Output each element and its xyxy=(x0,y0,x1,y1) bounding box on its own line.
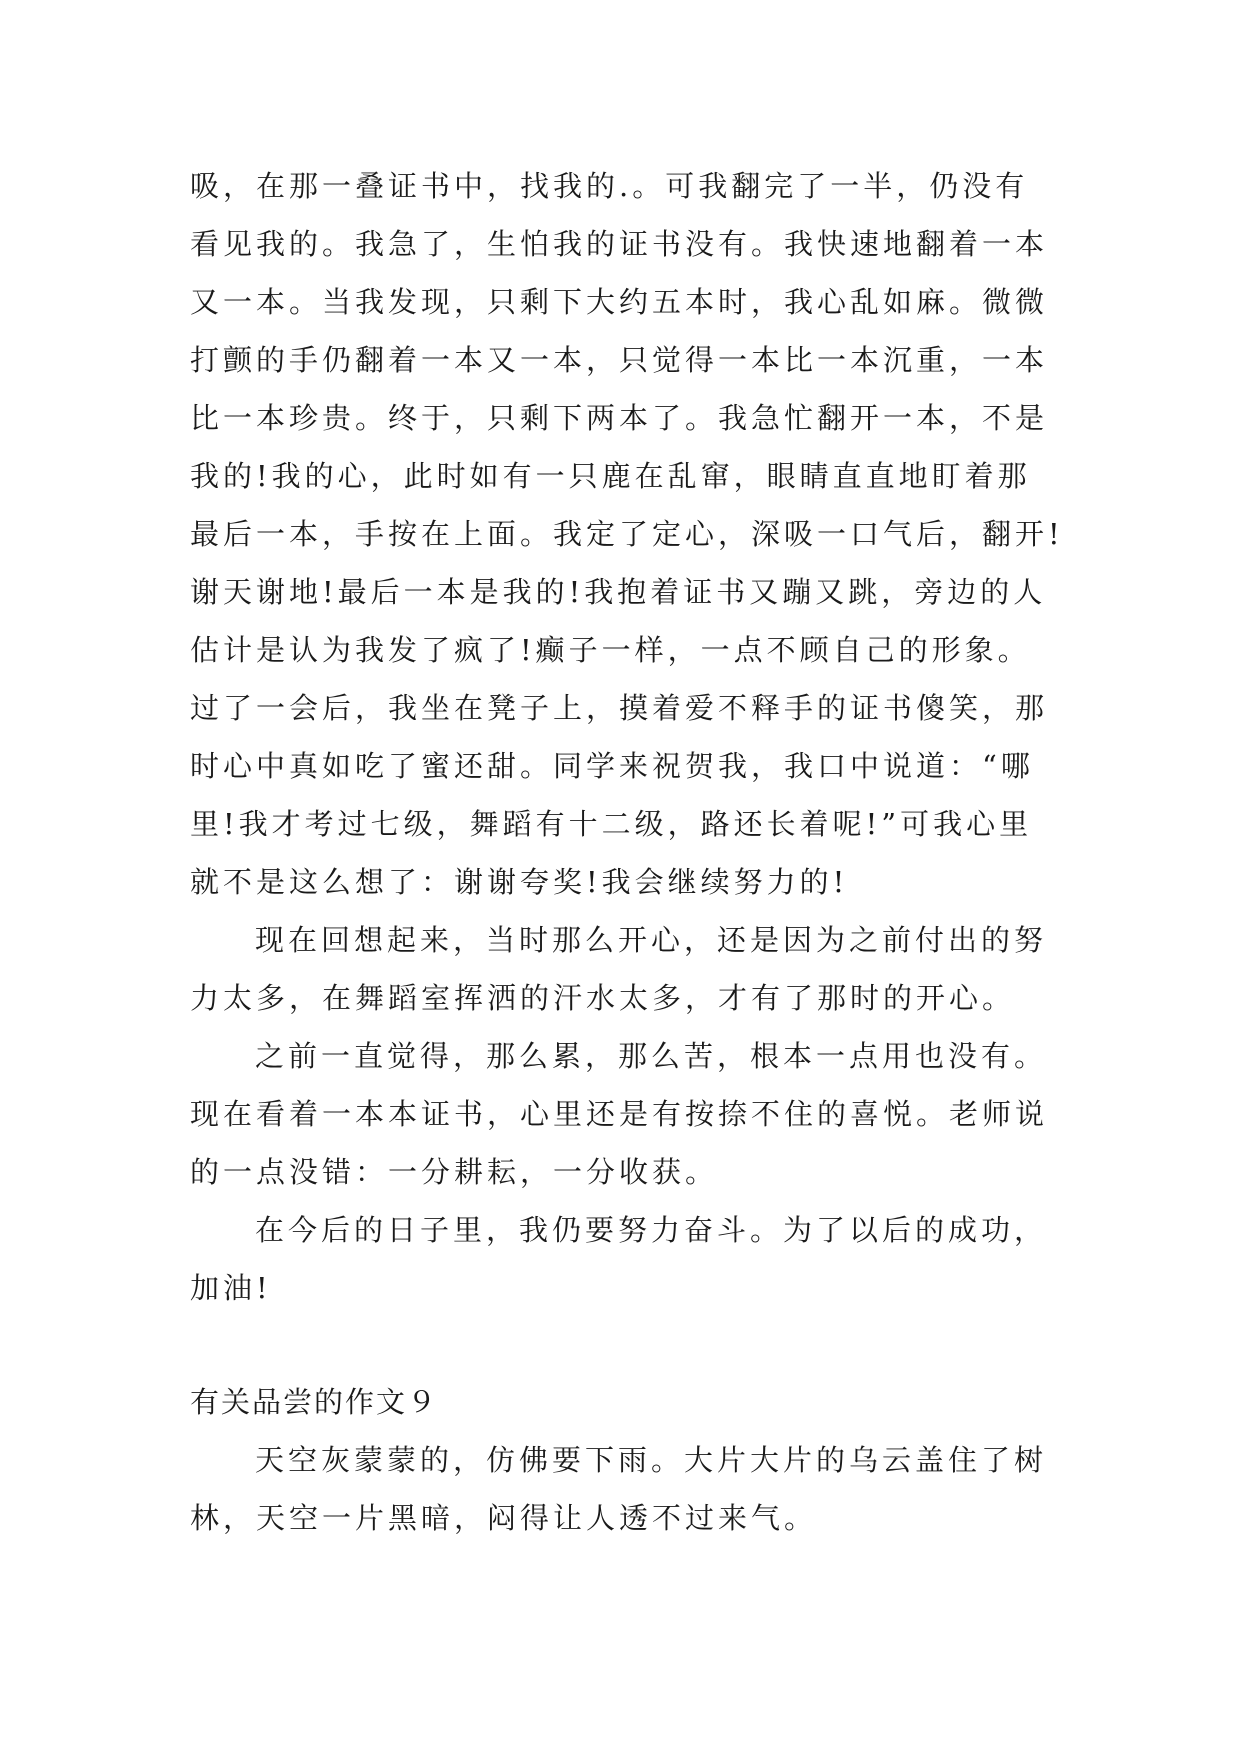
paragraph-line: 打颤的手仍翻着一本又一本，只觉得一本比一本沉重，一本 xyxy=(190,343,1049,377)
paragraph-line: 之前一直觉得，那么累，那么苦，根本一点用也没有。 xyxy=(255,1039,1048,1073)
paragraph-line: 力太多，在舞蹈室挥洒的汗水太多，才有了那时的开心。 xyxy=(190,981,1016,1015)
paragraph-line: 在今后的日子里，我仍要努力奋斗。为了以后的成功， xyxy=(255,1213,1048,1247)
paragraph-line: 最后一本，手按在上面。我定了定心，深吸一口气后，翻开! xyxy=(190,517,1064,551)
paragraph-line: 天空灰蒙蒙的，仿佛要下雨。大片大片的乌云盖住了树 xyxy=(255,1443,1048,1477)
paragraph-line: 现在看着一本本证书，心里还是有按捺不住的喜悦。老师说 xyxy=(190,1097,1049,1131)
paragraph-line: 估计是认为我发了疯了!癫子一样，一点不顾自己的形象。 xyxy=(190,633,1031,667)
paragraph-line: 过了一会后，我坐在凳子上，摸着爱不释手的证书傻笑，那 xyxy=(190,691,1049,725)
paragraph-line: 我的!我的心，此时如有一只鹿在乱窜，眼睛直直地盯着那 xyxy=(190,459,1031,493)
paragraph-line: 又一本。当我发现，只剩下大约五本时，我心乱如麻。微微 xyxy=(190,285,1049,319)
section-title: 有关品尝的作文９ xyxy=(190,1385,439,1419)
paragraph-line: 里!我才考过七级，舞蹈有十二级，路还长着呢!”可我心里 xyxy=(190,807,1033,841)
paragraph-line: 就不是这么想了：谢谢夸奖!我会继续努力的! xyxy=(190,865,849,899)
paragraph-line: 比一本珍贵。终于，只剩下两本了。我急忙翻开一本，不是 xyxy=(190,401,1049,435)
paragraph-line: 吸，在那一叠证书中，找我的.。可我翻完了一半，仍没有 xyxy=(190,169,1029,203)
paragraph-line: 谢天谢地!最后一本是我的!我抱着证书又蹦又跳，旁边的人 xyxy=(190,575,1047,609)
paragraph-line: 时心中真如吃了蜜还甜。同学来祝贺我，我口中说道：“哪 xyxy=(190,749,1034,783)
paragraph-line: 的一点没错：一分耕耘，一分收获。 xyxy=(190,1155,719,1189)
paragraph-line: 加油! xyxy=(190,1271,272,1305)
paragraph-line: 林，天空一片黑暗，闷得让人透不过来气。 xyxy=(190,1501,818,1535)
paragraph-line: 看见我的。我急了，生怕我的证书没有。我快速地翻着一本 xyxy=(190,227,1049,261)
paragraph-line: 现在回想起来，当时那么开心，还是因为之前付出的努 xyxy=(255,923,1048,957)
